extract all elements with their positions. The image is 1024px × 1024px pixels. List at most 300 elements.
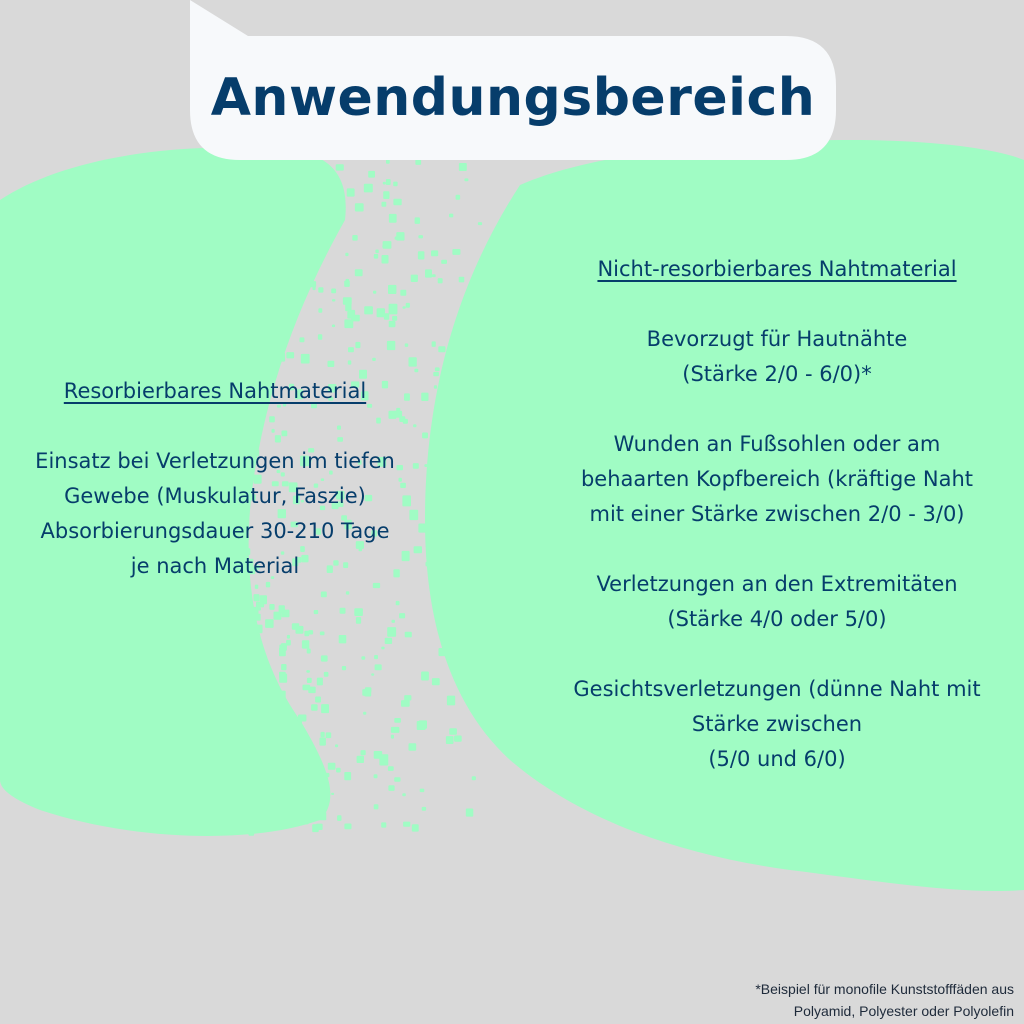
speckle — [224, 745, 232, 755]
speckle — [374, 254, 378, 259]
resorbable-text-line: Absorbierungsdauer 30-210 Tage — [40, 519, 390, 543]
speckle — [239, 260, 244, 265]
speckle — [379, 754, 388, 765]
speckle — [302, 243, 311, 251]
speckle — [322, 188, 329, 195]
speckle — [396, 232, 404, 241]
speckle — [256, 806, 262, 814]
speckle — [438, 346, 445, 352]
speckle — [311, 220, 314, 223]
speckle — [300, 337, 305, 342]
speckle — [393, 182, 397, 187]
speckle — [387, 341, 395, 350]
speckle — [229, 677, 237, 683]
speckle — [355, 269, 363, 276]
speckle — [382, 202, 387, 207]
speckle — [447, 404, 453, 412]
speckle — [374, 655, 378, 659]
speckle — [289, 167, 293, 172]
speckle — [211, 829, 215, 834]
speckle — [389, 321, 396, 327]
speckle — [291, 739, 294, 742]
speckle — [396, 601, 400, 605]
speckle — [414, 369, 418, 372]
speckle — [466, 809, 474, 817]
speckle — [439, 572, 444, 578]
speckle — [450, 452, 456, 458]
speckle — [261, 271, 267, 277]
speckle — [217, 221, 225, 230]
speckle — [235, 307, 239, 312]
speckle — [464, 178, 468, 181]
speckle — [321, 704, 329, 713]
speckle — [345, 253, 348, 256]
speckle — [229, 263, 234, 268]
speckle — [319, 786, 327, 793]
speckle — [229, 705, 232, 709]
speckle — [412, 824, 419, 831]
speckle — [224, 349, 228, 353]
speckle — [440, 588, 447, 596]
speckle — [405, 632, 412, 638]
speckle — [434, 462, 441, 468]
speckle — [234, 790, 238, 793]
speckle — [318, 812, 326, 820]
speckle — [302, 640, 309, 648]
speckle — [250, 322, 256, 328]
speckle — [386, 160, 390, 164]
speckle — [283, 307, 289, 314]
speckle — [247, 223, 255, 232]
speckle — [388, 785, 394, 791]
speckle — [332, 325, 335, 328]
speckle — [327, 173, 330, 176]
speckle — [221, 206, 226, 210]
speckle — [406, 303, 410, 308]
speckle — [250, 611, 254, 614]
speckle — [446, 736, 454, 744]
speckle — [418, 251, 425, 259]
speckle — [317, 678, 323, 686]
speckle — [280, 795, 286, 802]
speckle — [301, 354, 310, 364]
speckle — [249, 210, 254, 213]
speckle — [260, 754, 264, 759]
speckle — [462, 456, 469, 464]
speckle — [243, 724, 248, 728]
speckle — [251, 330, 254, 332]
speckle — [259, 656, 265, 661]
speckle — [279, 645, 284, 649]
speckle — [255, 585, 258, 589]
speckle — [364, 306, 373, 314]
speckle — [256, 602, 264, 608]
speckle — [382, 255, 389, 264]
speckle — [402, 793, 406, 796]
speckle — [246, 178, 253, 184]
speckle — [393, 199, 401, 205]
speckle — [240, 231, 243, 234]
speckle — [247, 773, 254, 778]
speckle — [229, 791, 233, 794]
speckle — [336, 164, 344, 170]
speckle — [240, 164, 248, 173]
speckle — [260, 368, 263, 371]
speckle — [487, 393, 492, 400]
speckle — [342, 666, 346, 670]
speckle — [244, 816, 251, 821]
speckle — [318, 308, 322, 313]
speckle — [228, 349, 233, 354]
speckle — [248, 647, 256, 653]
text-line: Stärke zwischen — [691, 712, 863, 736]
speckle — [391, 727, 400, 733]
speckle — [318, 334, 322, 340]
speckle — [279, 672, 286, 678]
speckle — [399, 613, 405, 618]
speckle — [240, 768, 245, 773]
speckle — [216, 360, 221, 365]
speckle — [269, 800, 275, 806]
speckle — [308, 687, 315, 694]
speckle — [268, 301, 271, 304]
non-resorbable-heading: Nicht-resorbierbares Nahtmaterial — [597, 257, 957, 281]
speckle — [459, 489, 465, 495]
speckle — [336, 768, 341, 773]
speckle — [264, 235, 272, 242]
speckle — [274, 806, 283, 815]
speckle — [480, 564, 484, 567]
speckle — [311, 704, 318, 711]
speckle — [449, 728, 457, 734]
footnote — [694, 978, 1014, 1022]
speckle — [391, 735, 394, 739]
speckle — [355, 203, 364, 211]
speckle — [352, 235, 357, 241]
speckle — [404, 695, 411, 700]
speckle — [233, 160, 239, 167]
speckle — [435, 511, 444, 520]
speckle — [371, 673, 374, 675]
footnote-line: *Beispiel für monofile Kunststofffäden aus — [755, 981, 1014, 997]
speckle — [291, 281, 297, 287]
speckle — [278, 221, 283, 225]
speckle — [239, 271, 248, 282]
speckle — [261, 177, 264, 180]
speckle — [307, 649, 311, 654]
speckle — [375, 250, 378, 254]
speckle — [373, 291, 376, 294]
speckle — [347, 311, 355, 319]
speckle — [344, 772, 351, 780]
text-line: Wunden an Fußsohlen oder am — [613, 432, 941, 456]
speckle — [432, 341, 436, 347]
speckle — [459, 163, 467, 171]
speckle — [382, 245, 385, 248]
speckle — [326, 732, 332, 738]
speckle — [381, 822, 386, 827]
speckle — [294, 751, 300, 757]
text-line: Verletzungen an den Extremitäten — [596, 572, 958, 596]
speckle — [309, 281, 316, 287]
speckle — [324, 672, 329, 677]
speckle — [280, 699, 283, 702]
footnote-line: Polyamid, Polyester oder Polyolefin — [793, 1003, 1014, 1019]
speckle — [297, 188, 301, 191]
text-line: (Stärke 2/0 - 6/0)* — [682, 362, 872, 386]
speckle — [306, 670, 310, 673]
speckle — [471, 349, 475, 352]
speckle — [356, 617, 361, 624]
text-line: mit einer Stärke zwischen 2/0 - 3/0) — [589, 502, 965, 526]
speckle — [254, 341, 260, 347]
speckle — [215, 719, 220, 725]
speckle — [479, 695, 485, 702]
speckle — [255, 614, 261, 621]
speckle — [383, 182, 386, 185]
speckle — [316, 228, 322, 234]
speckle — [219, 323, 227, 333]
text-line: behaarten Kopfbereich (kräftige Naht — [580, 467, 974, 491]
speckle — [472, 496, 480, 505]
speckle — [286, 352, 294, 358]
speckle — [354, 608, 363, 616]
speckle — [220, 631, 224, 634]
speckle — [299, 737, 302, 740]
speckle — [372, 358, 376, 361]
speckle — [242, 190, 250, 196]
speckle — [386, 179, 391, 185]
speckle — [250, 236, 256, 243]
speckle — [313, 251, 319, 256]
speckle — [228, 245, 234, 252]
speckle — [303, 224, 306, 228]
speckle — [254, 625, 262, 634]
speckle — [489, 447, 492, 451]
speckle — [447, 696, 455, 706]
speckle — [432, 274, 436, 277]
speckle — [418, 235, 423, 238]
speckle — [374, 804, 379, 809]
speckle — [472, 776, 476, 780]
speckle — [362, 689, 370, 696]
extremities-block — [530, 567, 1024, 637]
speckle — [460, 334, 469, 345]
speckle — [236, 209, 245, 219]
speckle — [328, 361, 335, 367]
speckle — [355, 342, 360, 348]
speckle — [320, 738, 326, 746]
speckle — [469, 632, 474, 637]
speckle — [275, 743, 283, 750]
speckle — [265, 210, 272, 219]
speckle — [233, 717, 241, 723]
speckle — [304, 820, 308, 825]
speckle — [259, 331, 263, 335]
speckle — [451, 413, 459, 421]
speckle — [374, 774, 378, 778]
speckle — [274, 767, 277, 771]
speckle — [269, 604, 274, 610]
speckle — [307, 678, 312, 683]
speckle — [278, 353, 285, 362]
text-line: Gesichtsverletzungen (dünne Naht mit — [573, 677, 981, 701]
speckle — [303, 271, 308, 276]
speckle — [254, 594, 260, 601]
speckle — [280, 764, 284, 769]
speckle — [240, 355, 248, 363]
skin-sutures-block — [530, 322, 1024, 392]
speckle — [384, 313, 389, 320]
speckle — [315, 758, 319, 762]
speckle — [394, 777, 400, 782]
page-title: Anwendungsbereich — [210, 68, 816, 128]
speckle — [401, 700, 410, 707]
speckle — [277, 700, 280, 704]
speckle — [474, 663, 482, 669]
speckle — [392, 316, 397, 321]
speckle — [269, 171, 272, 174]
speckle — [432, 678, 440, 685]
speckle — [452, 249, 460, 255]
speckle — [248, 620, 254, 628]
speckle — [448, 376, 457, 382]
speckle — [253, 259, 260, 264]
speckle — [249, 733, 257, 741]
speckle — [331, 289, 336, 294]
speckle — [302, 251, 306, 256]
speckle — [253, 292, 258, 297]
speckle — [375, 664, 382, 670]
speckle — [235, 259, 239, 262]
speckle — [250, 248, 254, 252]
speckle — [388, 285, 396, 294]
speckle — [296, 626, 304, 634]
speckle — [348, 347, 354, 352]
speckle — [273, 208, 280, 216]
speckle — [405, 343, 409, 347]
soles-scalp-block — [530, 427, 1024, 532]
speckle — [441, 260, 447, 264]
speckle — [314, 779, 320, 783]
speckle — [387, 627, 396, 637]
speckle — [314, 610, 319, 614]
speckle — [475, 389, 479, 393]
speckle — [389, 214, 397, 223]
speckle — [337, 815, 341, 821]
speckle — [236, 805, 244, 816]
speckle — [415, 217, 420, 224]
speckle — [340, 608, 346, 614]
speckle — [435, 367, 440, 371]
speckle — [257, 742, 263, 749]
speckle — [461, 685, 467, 691]
facial-injuries-block — [530, 672, 1024, 777]
speckle — [385, 638, 392, 644]
resorbable-panel — [0, 374, 430, 584]
speckle — [335, 744, 338, 747]
speckle — [249, 829, 255, 836]
speckle — [238, 223, 245, 229]
speckle — [363, 712, 366, 715]
speckle — [411, 275, 418, 282]
speckle — [282, 610, 290, 618]
speckle — [440, 610, 448, 615]
speckle — [433, 372, 439, 376]
speckle — [344, 824, 351, 830]
speckle — [344, 281, 350, 287]
speckle — [255, 721, 261, 728]
speckle — [347, 188, 355, 196]
speckle — [449, 493, 454, 497]
speckle — [255, 309, 258, 312]
speckle — [241, 689, 247, 695]
speckle — [227, 807, 233, 812]
speckle — [266, 793, 270, 797]
speckle — [449, 214, 453, 218]
speckle — [295, 735, 298, 738]
speckle — [244, 667, 251, 675]
speckle — [287, 635, 290, 639]
speckle — [289, 211, 293, 214]
speckle — [464, 353, 468, 357]
speckle — [389, 304, 398, 315]
speckle — [305, 269, 308, 272]
speckle — [339, 635, 347, 643]
speckle — [346, 591, 349, 594]
speckle — [368, 171, 375, 178]
speckle — [321, 655, 328, 661]
text-line: (5/0 und 6/0) — [708, 747, 846, 771]
speckle — [257, 360, 263, 365]
speckle — [357, 756, 364, 763]
speckle — [248, 720, 253, 724]
speckle — [456, 496, 462, 503]
speckle — [321, 732, 325, 737]
speckle — [456, 195, 461, 200]
speckle — [392, 620, 396, 623]
resorbable-text-line: Gewebe (Muskulatur, Faszie) — [64, 484, 366, 508]
speckle — [327, 199, 331, 203]
non-resorbable-panel — [530, 252, 1024, 812]
speckle — [298, 777, 306, 783]
speckle — [472, 677, 478, 684]
speckle — [409, 357, 417, 366]
speckle — [304, 631, 309, 637]
speckle — [461, 506, 465, 509]
speckle — [383, 191, 389, 199]
speckle — [240, 603, 245, 608]
speckle — [265, 754, 270, 757]
speckle — [432, 602, 436, 607]
speckle — [409, 743, 417, 751]
speckle — [364, 184, 373, 193]
speckle — [245, 603, 252, 609]
speckle — [420, 789, 425, 793]
speckle — [320, 632, 325, 636]
speckle — [425, 269, 432, 277]
speckle — [394, 718, 401, 723]
speckle — [232, 776, 238, 782]
speckle — [247, 274, 251, 277]
speckle — [348, 360, 352, 364]
speckle — [318, 287, 323, 292]
speckle — [381, 647, 384, 650]
speckle — [438, 278, 443, 283]
speckle — [403, 822, 410, 827]
speckle — [285, 209, 288, 211]
text-line: Bevorzugt für Hautnähte — [646, 327, 908, 351]
